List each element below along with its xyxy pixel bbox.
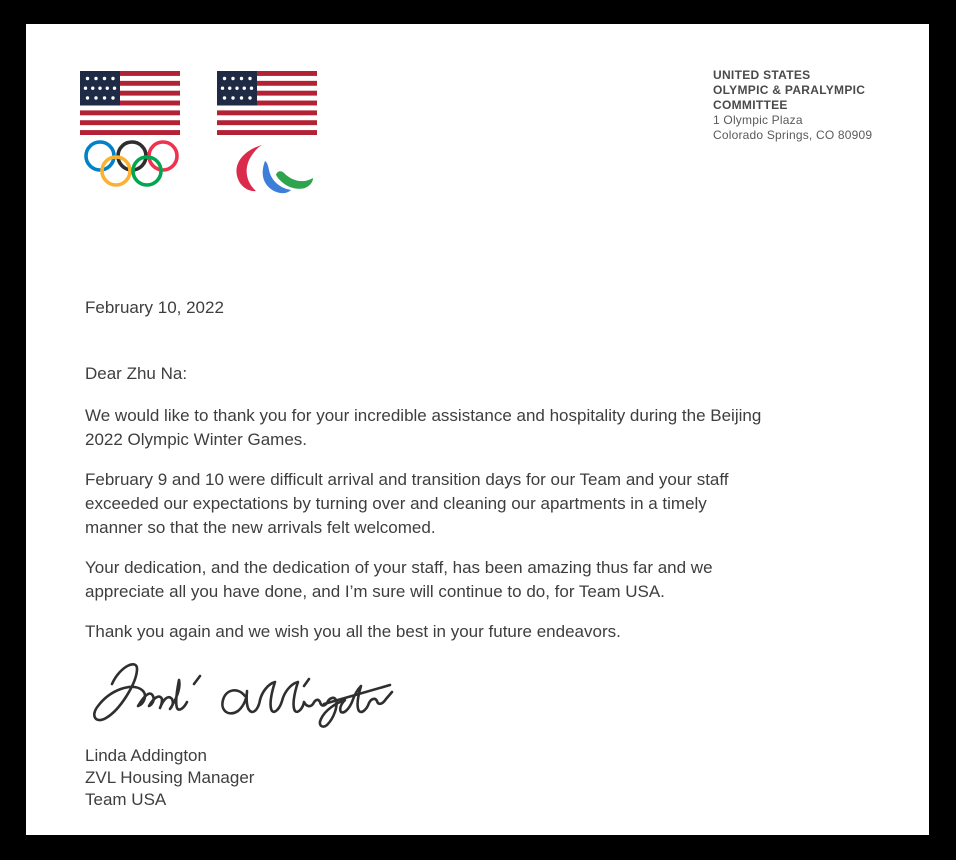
letter-paragraph xyxy=(85,468,865,540)
letter-body xyxy=(85,296,865,660)
signer-org: Team USA xyxy=(85,790,167,809)
paragraph-line: We would like to thank you for your incredible assistance and hospitality during the Beijing xyxy=(85,406,762,425)
us-flag-olympic-icon xyxy=(80,71,180,135)
org-address-line: 1 Olympic Plaza xyxy=(713,113,803,127)
letter-paragraph xyxy=(85,556,865,604)
signature-image xyxy=(82,654,397,741)
org-address-line: Colorado Springs, CO 80909 xyxy=(713,128,873,142)
letter-paragraph xyxy=(85,404,865,452)
paralympic-agitos-icon xyxy=(229,144,315,194)
letter-date: February 10, 2022 xyxy=(85,298,224,317)
signer-title: ZVL Housing Manager xyxy=(85,768,255,787)
letter-paragraph xyxy=(85,620,865,644)
signer-name: Linda Addington xyxy=(85,746,207,765)
paragraph-line: Thank you again and we wish you all the best in your future endeavors. xyxy=(85,622,621,641)
us-flag-paralympic-icon xyxy=(217,71,317,135)
paragraph-line: manner so that the new arrivals felt welcomed. xyxy=(85,518,436,537)
org-name-line: COMMITTEE xyxy=(713,98,788,112)
letterhead-block xyxy=(713,68,872,143)
paragraph-line: appreciate all you have done, and I’m sure will continue to do, for Team USA. xyxy=(85,582,665,601)
paragraph-line: exceeded our expectations by turning over and cleaning our apartments in a timely xyxy=(85,494,707,513)
org-name-line: UNITED STATES xyxy=(713,68,811,82)
olympic-rings-icon xyxy=(84,140,179,188)
paragraph-line: 2022 Olympic Winter Games. xyxy=(85,430,308,449)
paragraph-line: February 9 and 10 were difficult arrival and transition days for our Team and your staff xyxy=(85,470,729,489)
signer-block xyxy=(85,745,254,811)
letter-salutation: Dear Zhu Na: xyxy=(85,364,188,383)
org-name-line: OLYMPIC & PARALYMPIC xyxy=(713,83,866,97)
paragraph-line: Your dedication, and the dedication of your staff, has been amazing thus far and we xyxy=(85,558,713,577)
letter-page xyxy=(26,24,929,835)
